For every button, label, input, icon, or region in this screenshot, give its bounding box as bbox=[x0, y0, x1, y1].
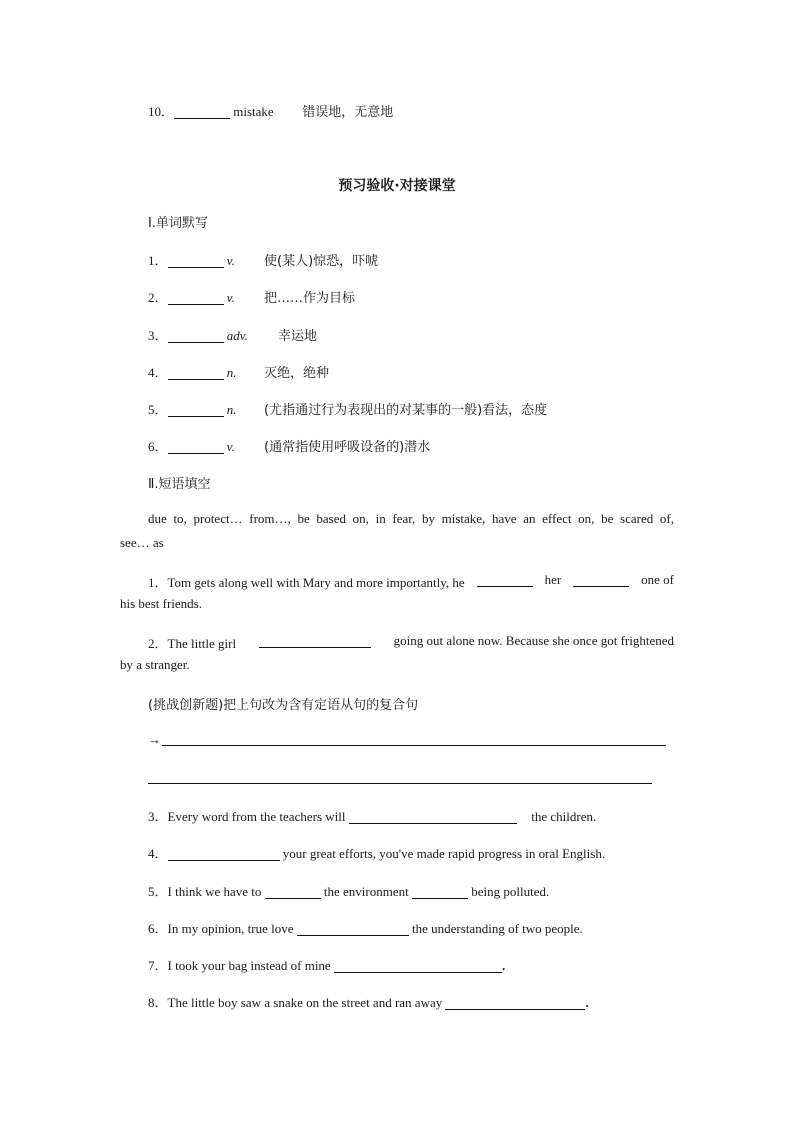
answer-line-1[interactable] bbox=[162, 745, 666, 746]
blank[interactable] bbox=[477, 572, 533, 587]
vocab-item-1: 1． v. 使(某人)惊恐，吓唬 bbox=[148, 253, 379, 269]
question-1: 1．Tom gets along well with Mary and more importantly, he her one of bbox=[148, 572, 674, 590]
blank[interactable] bbox=[412, 884, 468, 899]
blank[interactable] bbox=[573, 572, 629, 587]
question-2: 2．The little girl going out alone now. Because she once got frightened bbox=[148, 633, 674, 651]
vocab-item-3: 3． adv. 幸运地 bbox=[148, 328, 318, 344]
blank[interactable] bbox=[297, 921, 409, 936]
blank[interactable] bbox=[259, 633, 371, 648]
blank[interactable] bbox=[349, 809, 517, 824]
arrow: → bbox=[148, 732, 161, 747]
question-2-cont: by a stranger. bbox=[120, 657, 190, 672]
blank[interactable] bbox=[334, 958, 502, 973]
blank[interactable] bbox=[168, 365, 224, 380]
blank[interactable] bbox=[168, 290, 224, 305]
vocab-item-4: 4． n. 灭绝，绝种 bbox=[148, 365, 330, 381]
blank[interactable] bbox=[168, 253, 224, 268]
blank[interactable] bbox=[168, 846, 280, 861]
item-10 bbox=[148, 101, 393, 120]
item-meaning: 错误地，无意地 bbox=[302, 105, 394, 120]
answer-line-2[interactable] bbox=[148, 783, 652, 784]
blank[interactable] bbox=[174, 104, 230, 119]
blank[interactable] bbox=[168, 402, 224, 417]
part2-heading: Ⅱ.短语填空 bbox=[148, 477, 211, 492]
item-word: mistake bbox=[233, 104, 274, 119]
question-5: 5．I think we have to the environment being polluted. bbox=[148, 884, 550, 899]
section-title: 预习验收·对接课堂 bbox=[338, 178, 456, 194]
item-number: 10． bbox=[148, 104, 175, 119]
challenge-instruction: (挑战创新题)把上句改为含有定语从句的复合句 bbox=[148, 698, 419, 713]
blank[interactable] bbox=[168, 439, 224, 454]
vocab-item-5: 5． n. (尤指通过行为表现出的对某事的一般)看法，态度 bbox=[148, 402, 548, 418]
vocab-item-2: 2． v. 把……作为目标 bbox=[148, 290, 356, 306]
blank[interactable] bbox=[168, 328, 224, 343]
question-6: 6．In my opinion, true love the understanding of two people. bbox=[148, 921, 583, 936]
question-8: 8．The little boy saw a snake on the street and ran away . bbox=[148, 995, 589, 1010]
part1-heading: Ⅰ.单词默写 bbox=[148, 216, 208, 231]
blank[interactable] bbox=[265, 884, 321, 899]
question-7: 7．I took your bag instead of mine . bbox=[148, 958, 506, 973]
question-1-cont: his best friends. bbox=[120, 596, 202, 611]
blank[interactable] bbox=[445, 995, 585, 1010]
vocab-item-6: 6． v. (通常指使用呼吸设备的)潜水 bbox=[148, 439, 431, 455]
phrase-bank-line1: due to, protect… from…, be based on, in fear, by mistake, have an effect on, be scared of, bbox=[148, 511, 674, 526]
question-4: 4． your great efforts, you've made rapid progress in oral English. bbox=[148, 846, 606, 861]
question-3: 3．Every word from the teachers will the children. bbox=[148, 809, 597, 824]
phrase-bank-line2: see… as bbox=[120, 535, 164, 550]
